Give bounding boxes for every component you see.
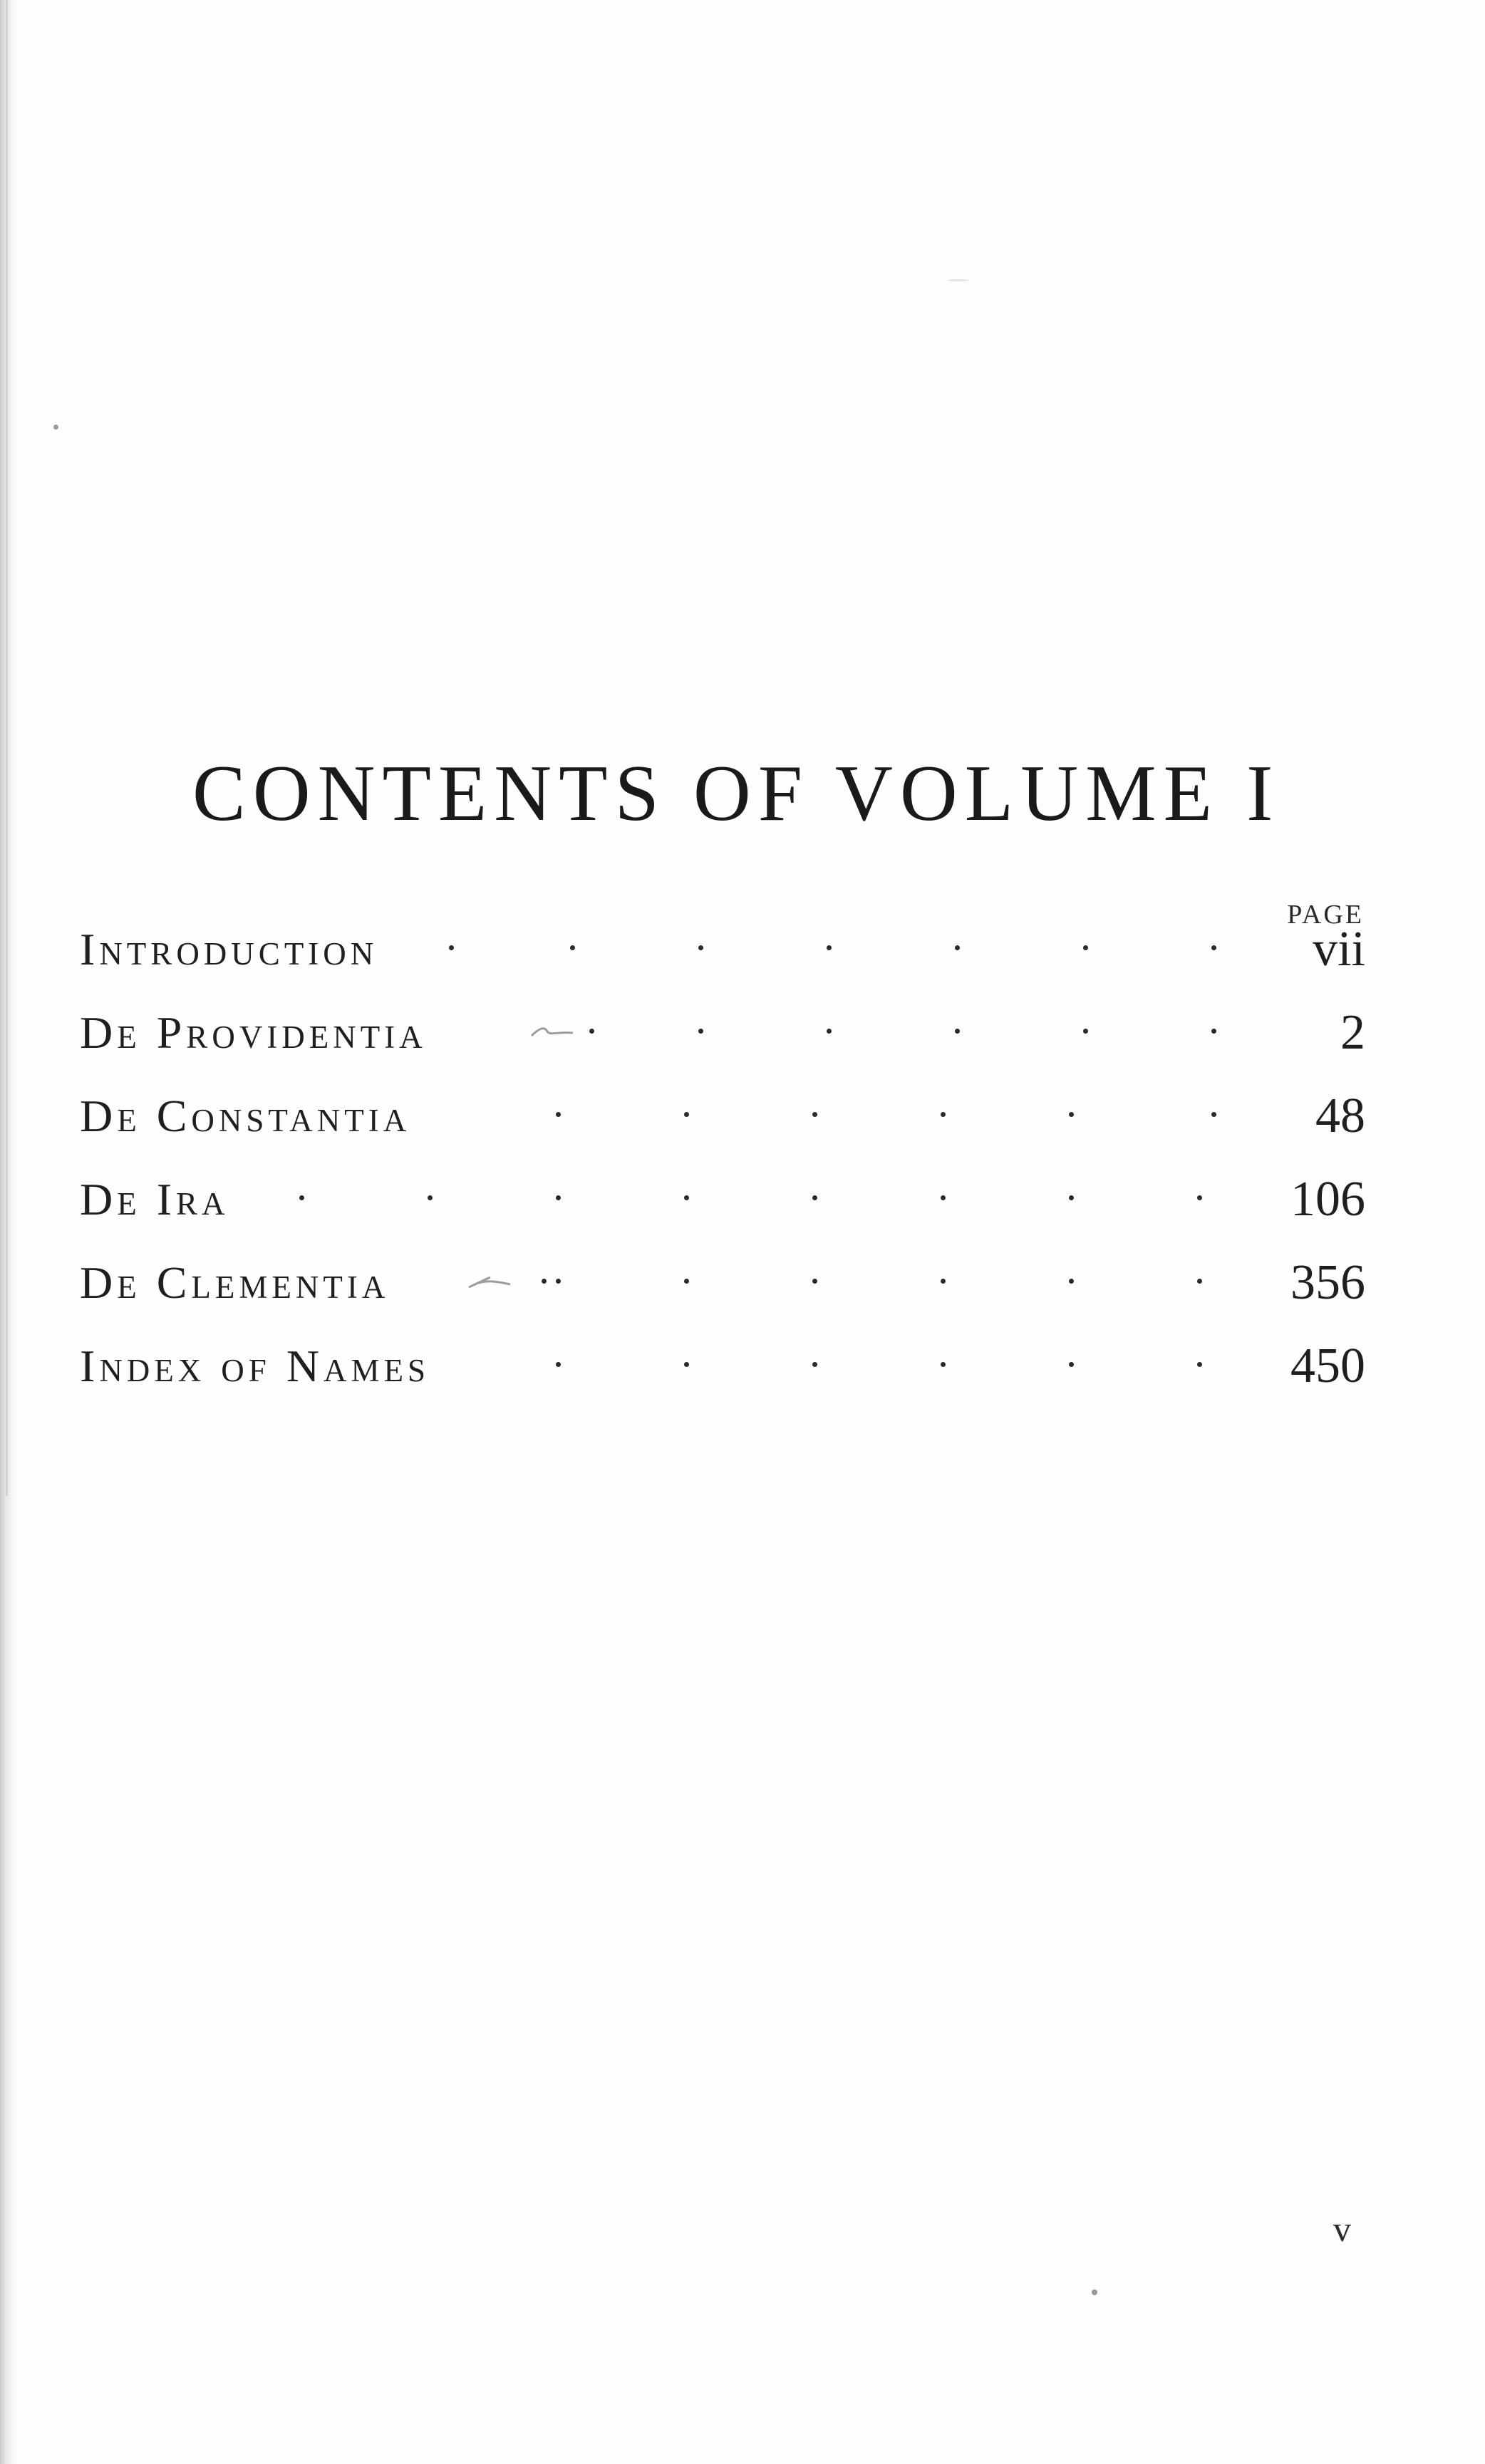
leader-dot: [1197, 1195, 1202, 1200]
leader-dot: [1197, 1362, 1202, 1367]
leader-dot: [1083, 1029, 1088, 1034]
leader-dot: [827, 1029, 832, 1034]
toc-entry-page: 106: [1290, 1172, 1365, 1227]
leader-dot: [1069, 1112, 1074, 1117]
leader-dot: [1211, 945, 1216, 950]
leader-dot: [955, 1029, 960, 1034]
leader-dot: [1197, 1279, 1202, 1284]
toc-entry-de-providentia[interactable]: [80, 1006, 1365, 1089]
table-of-contents: [80, 922, 1365, 1423]
toc-entry-de-ira[interactable]: [80, 1173, 1365, 1256]
leader-dot: [556, 1279, 561, 1284]
leader-dot: [941, 1279, 946, 1284]
pencil-check-mark: [466, 1273, 513, 1290]
leader-dot: [542, 1279, 547, 1284]
paper-speck: [948, 279, 969, 281]
leader-dot: [299, 1195, 304, 1200]
leader-dot: [1069, 1279, 1074, 1284]
toc-entry-introduction[interactable]: [80, 922, 1365, 1006]
leader-dot: [941, 1112, 946, 1117]
toc-entry-page: 450: [1290, 1338, 1365, 1393]
toc-entry-title: De Constantia: [80, 1091, 411, 1141]
leader-dot: [1211, 1112, 1216, 1117]
toc-entry-title: De Ira: [80, 1174, 229, 1225]
leader-dot: [812, 1279, 817, 1284]
leader-dot: [1083, 945, 1088, 950]
page-column-heading: PAGE: [1287, 900, 1364, 930]
toc-entry-title: De Providentia: [80, 1007, 427, 1058]
leader-dot: [556, 1195, 561, 1200]
leader-dot: [812, 1362, 817, 1367]
toc-entry-page: 356: [1290, 1255, 1365, 1310]
toc-entry-page: 2: [1340, 1005, 1365, 1060]
leader-dot: [812, 1195, 817, 1200]
pencil-check-mark: [529, 1023, 576, 1040]
leader-dot: [684, 1279, 689, 1284]
leader-dot: [556, 1112, 561, 1117]
leader-dot: [941, 1195, 946, 1200]
leader-dot: [1069, 1195, 1074, 1200]
leader-dot: [589, 1029, 594, 1034]
toc-entry-page: 48: [1315, 1088, 1365, 1143]
leader-dot: [428, 1195, 433, 1200]
paper-speck: [53, 425, 58, 430]
toc-entry-page: vii: [1313, 922, 1365, 977]
leader-dot: [684, 1112, 689, 1117]
leader-dot: [812, 1112, 817, 1117]
toc-entry-de-clementia[interactable]: [80, 1256, 1365, 1339]
contents-title: CONTENTS OF VOLUME I: [192, 749, 1280, 838]
page-binding-edge: [0, 0, 19, 2464]
toc-entry-title: Index of Names: [80, 1341, 430, 1391]
binding-line: [6, 0, 8, 1496]
toc-entry-de-constantia[interactable]: [80, 1089, 1365, 1173]
leader-dot: [698, 1029, 703, 1034]
leader-dot: [570, 945, 575, 950]
toc-entry-title: Introduction: [80, 924, 378, 974]
leader-dot: [1069, 1362, 1074, 1367]
leader-dot: [684, 1195, 689, 1200]
leader-dot: [955, 945, 960, 950]
leader-dot: [941, 1362, 946, 1367]
leader-dot: [684, 1362, 689, 1367]
leader-dot: [449, 945, 454, 950]
paper-speck: [1092, 2289, 1097, 2295]
leader-dot: [1211, 1029, 1216, 1034]
toc-entry-index-of-names[interactable]: [80, 1339, 1365, 1423]
page-number: v: [1333, 2209, 1351, 2249]
leader-dot: [827, 945, 832, 950]
toc-entry-title: De Clementia: [80, 1257, 390, 1308]
leader-dot: [698, 945, 703, 950]
leader-dot: [556, 1362, 561, 1367]
